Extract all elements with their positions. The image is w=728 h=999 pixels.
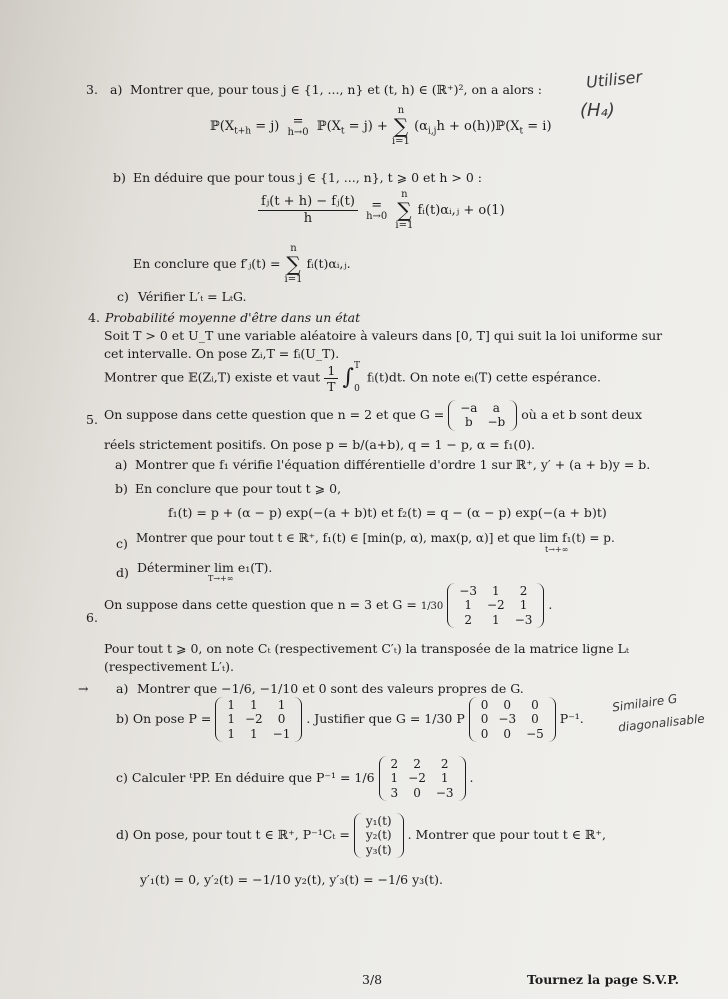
q6-pinv-cell: 1 <box>390 771 399 786</box>
q6-d-cell: −3 <box>498 712 517 727</box>
q6-line3: (respectivement L′ₜ). <box>104 659 234 674</box>
q6-d-cell: 0 <box>531 698 539 712</box>
q4-line2: cet intervalle. On pose Zᵢ,T = fᵢ(U_T). <box>104 346 340 361</box>
q6-p-cell: 1 <box>277 698 286 712</box>
q6-pinv-matrix <box>379 756 466 801</box>
q6-d-cell: 0 <box>503 698 512 712</box>
q6-d-cell: 0 <box>480 726 489 741</box>
q6-pinv-cell: −2 <box>408 771 426 786</box>
q5-number: 5. <box>86 412 98 427</box>
q6-y-cell: y₂(t) <box>365 828 392 843</box>
q6-p-cell: 1 <box>227 698 235 712</box>
q5-g-cell: −b <box>487 415 506 430</box>
q4-line3: Montrer que 𝔼(Zᵢ,T) existe et vaut $\frac{1}{T}$ ∫T 0 fᵢ(t)dt. On note eᵢ(T) cette espérance. <box>104 361 601 394</box>
q5a-label: a) <box>115 457 128 472</box>
q6b-row: b) On pose P = 1 1 1 1 −2 0 1 1 −1 . Justifier que G = 1/30 P 0 0 0 0 −3 0 0 0 −5 P⁻¹. <box>116 698 584 741</box>
q6-line2: Pour tout t ⩾ 0, on note Cₜ (respectivement C′ₜ) la transposée de la matrice ligne Lₜ <box>104 641 630 656</box>
q3b-label: b) <box>113 170 126 185</box>
q5-line2: réels strictement positifs. On pose p = b/(a+b), q = 1 − p, α = f₁(0). <box>104 437 536 452</box>
q6-y-cell: y₃(t) <box>365 842 392 857</box>
q6-d-cell: 0 <box>480 712 489 727</box>
q5b-formula: f₁(t) = p + (α − p) exp(−(a + b)t) et f₂(t) = q − (α − p) exp(−(a + b)t) <box>168 505 607 520</box>
q3c-text: Vérifier L′ₜ = LₜG. <box>138 289 247 304</box>
q6-pinv-cell: 0 <box>413 785 421 800</box>
q6-p-cell: 1 <box>227 712 235 727</box>
q4-number: 4. <box>88 310 100 325</box>
q6d-line2: y′₁(t) = 0, y′₂(t) = −1/10 y₂(t), y′₃(t) = −1/6 y₃(t). <box>140 872 443 887</box>
q6-pinv-cell: 2 <box>390 757 399 771</box>
q6-g-cell: 1 <box>464 598 472 613</box>
q6-pinv-cell: −3 <box>435 785 454 800</box>
q5b-label: b) <box>115 481 128 496</box>
q6-d-cell: 0 <box>480 698 489 712</box>
q6-g-cell: −2 <box>486 598 505 613</box>
q6d-row: d) On pose, pour tout t ∈ ℝ⁺, P⁻¹Cₜ = y₁(t) y₂(t) y₃(t) . Montrer que pour tout t ∈ ℝ⁺, <box>116 814 606 857</box>
q6-g-cell: 2 <box>519 584 528 598</box>
q6-y-vector <box>354 813 404 858</box>
turn-page-note: Tournez la page S.V.P. <box>527 972 679 987</box>
q6-g-cell: 2 <box>464 612 472 627</box>
q6a-arrow: → <box>78 681 89 696</box>
q6c-row: c) Calculer ᵗPP. En déduire que P⁻¹ = 1/6 2 2 2 1 −2 1 3 0 −3 . <box>116 757 474 800</box>
q6-g-matrix <box>447 583 544 628</box>
q5a-text: Montrer que f₁ vérifie l'équation différentielle d'ordre 1 sur ℝ⁺, y′ + (a + b)y = b. <box>135 457 651 472</box>
q6-g-cell: −3 <box>459 584 477 598</box>
handwritten-note-similaire: Similaire G <box>611 691 679 715</box>
q5-line1: On suppose dans cette question que n = 2 et que G = −a a b −b où a et b sont deux <box>104 401 643 430</box>
q3-number: 3. <box>86 82 98 97</box>
q6-line1: On suppose dans cette question que n = 3 et G = 1/30 −3 1 2 1 −2 1 2 1 −3 . <box>104 584 553 627</box>
q6-p-matrix <box>215 697 302 742</box>
q4-title: Probabilité moyenne d'être dans un état <box>105 310 361 325</box>
q6-pinv-cell: 3 <box>390 785 399 800</box>
handwritten-note-diagonalisable: diagonalisable <box>617 711 706 735</box>
q6-p-cell: −1 <box>272 726 291 741</box>
handwritten-note-utiliser: Utiliser <box>585 67 643 92</box>
q3b-text: En déduire que pour tous j ∈ {1, ..., n}, t ⩾ 0 et h > 0 : <box>133 170 482 185</box>
q6-pinv-cell: 2 <box>440 757 449 771</box>
q6a-text: Montrer que −1/6, −1/10 et 0 sont des valeurs propres de G. <box>137 681 524 696</box>
handwritten-note-h4: (H₄) <box>580 100 615 121</box>
q5c-text: Montrer que pour tout t ∈ ℝ⁺, f₁(t) ∈ [min(p, α), max(p, α)] et que lim f₁(t) = p. <box>136 531 615 545</box>
q5d-text: Déterminer lim e₁(T). <box>137 560 273 575</box>
q5-g-cell: b <box>465 415 473 430</box>
page-number: 3/8 <box>362 972 383 987</box>
q6-pinv-cell: 2 <box>413 757 421 771</box>
q3c-label: c) <box>117 289 129 304</box>
q6-p-cell: 0 <box>277 712 286 727</box>
q3b-conclude: En conclure que f′ⱼ(t) = n ∑ i=1 fᵢ(t)αᵢ,ⱼ. <box>133 243 351 285</box>
q6-g-cell: 1 <box>492 584 500 598</box>
q6-g-cell: 1 <box>519 598 528 613</box>
q5d-label: d) <box>116 565 129 580</box>
q3b-formula: $\frac{\text{fⱼ(t + h) − fⱼ(t)}}{h}$ = h→0 n ∑ i=1 fᵢ(t)αᵢ,ⱼ + o(1) <box>258 190 505 231</box>
q6-d-matrix <box>469 697 556 742</box>
q6-p-cell: 1 <box>249 698 258 712</box>
q6-p-cell: 1 <box>227 726 235 741</box>
q5-g-cell: a <box>492 401 500 415</box>
q5c-lim-sub: t→+∞ <box>545 545 569 554</box>
q6-d-cell: −5 <box>526 726 544 741</box>
q6-p-cell: −2 <box>244 712 263 727</box>
q6-y-cell: y₁(t) <box>365 814 392 828</box>
q6-d-cell: 0 <box>503 726 512 741</box>
q4-line1: Soit T > 0 et U_T une variable aléatoire à valeurs dans [0, T] qui suit la loi uniforme sur <box>104 328 663 343</box>
q6-d-cell: 0 <box>531 712 539 727</box>
q3a-text: Montrer que, pour tous j ∈ {1, ..., n} et (t, h) ∈ (ℝ⁺)², on a alors : <box>130 82 542 97</box>
q6-pinv-cell: 1 <box>440 771 449 786</box>
q6-p-cell: 1 <box>249 726 258 741</box>
q5-g-matrix <box>448 400 517 431</box>
q5c-label: c) <box>116 536 128 551</box>
q3a-label: a) <box>110 82 123 97</box>
q6a-label: a) <box>116 681 129 696</box>
q5-g-cell: −a <box>460 401 478 415</box>
q5d-lim-sub: T→+∞ <box>208 574 234 583</box>
q6-g-cell: −3 <box>514 612 533 627</box>
q5b-text: En conclure que pour tout t ⩾ 0, <box>135 481 342 496</box>
q6-g-cell: 1 <box>492 612 500 627</box>
q6-number: 6. <box>86 610 98 625</box>
q3a-formula: $ℙ(X_{t+h} = j)$ = h→0 $ℙ(X_t = j) + n$ ∑ i=1 ($\alpha_{i,j}h$ + $o(h))ℙ(X_t = i)$ <box>210 105 552 147</box>
